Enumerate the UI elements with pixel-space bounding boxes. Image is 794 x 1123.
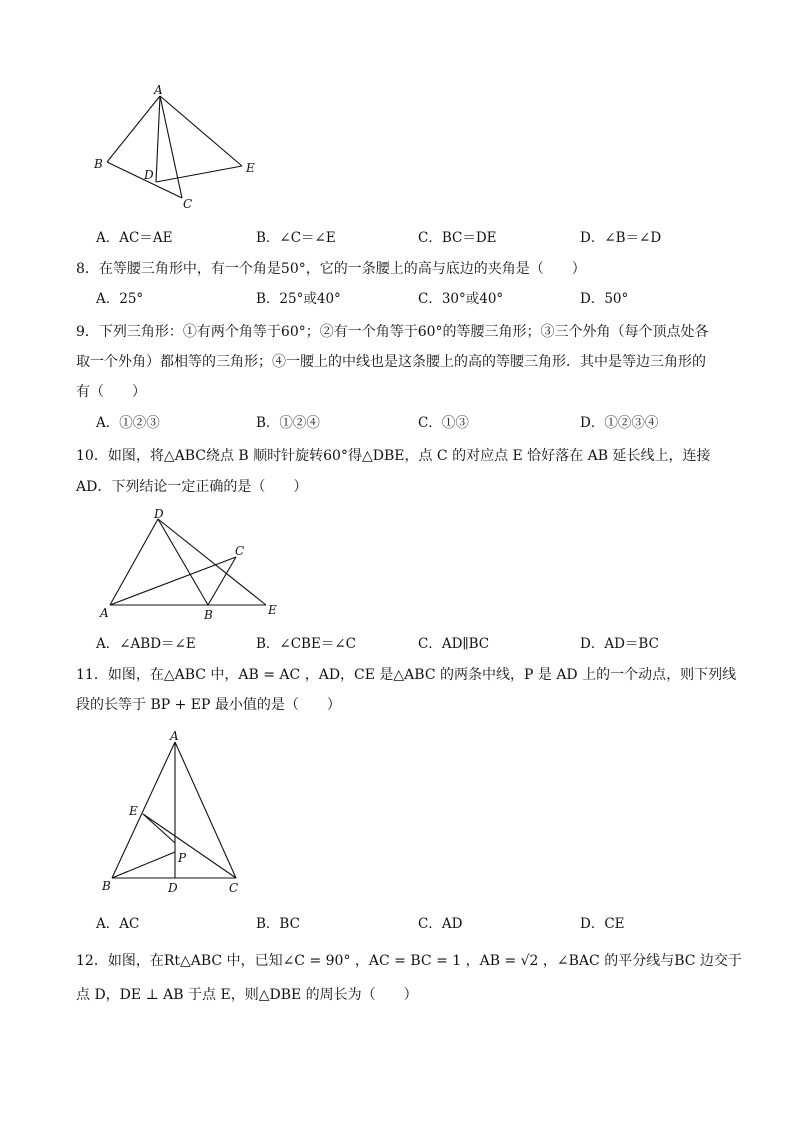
q8-question: 8．在等腰三角形中，有一个角是50°，它的一条腰上的高与底边的夹角是（ ） [76, 261, 586, 277]
q10-segment-de [158, 519, 266, 605]
q10-segment-bc [208, 557, 236, 605]
q7-option-c: C．BC＝DE [418, 230, 497, 246]
q8-option-b: B．25°或40° [256, 291, 341, 307]
q10-label-a: A [100, 606, 109, 620]
q9-question-line3: 有（ ） [76, 384, 146, 400]
q9-option-d: D．①②③④ [580, 415, 659, 431]
q11-segment-bp [112, 852, 175, 878]
q11-option-b: B．BC [256, 916, 300, 932]
q8-option-c: C．30°或40° [418, 291, 504, 307]
q10-segment-ad [110, 519, 158, 605]
q10-option-d: D．AD＝BC [580, 636, 659, 652]
q7-segment-ad [156, 96, 160, 182]
q9-question-line1: 9．下列三角形：①有两个角等于60°；②有一个角等于60°的等腰三角形；③三个外角（每个顶点处各 [76, 324, 709, 340]
q11-segment-ep [143, 814, 175, 843]
q10-figure [96, 504, 286, 626]
q11-figure [98, 730, 258, 900]
q7-segment-de [156, 166, 242, 182]
q10-label-e: E [268, 603, 277, 617]
q10-label-d: D [154, 507, 164, 521]
q11-label-b: B [102, 879, 111, 893]
q11-option-c: C．AD [418, 916, 463, 932]
q8-option-d: D．50° [580, 291, 629, 307]
q9-question-line2: 取一个外角）都相等的三角形；④一腰上的中线也是这条腰上的高的等腰三角形．其中是等边三角形的 [76, 354, 706, 370]
q11-label-a: A [170, 730, 179, 743]
q9-option-a: A．①②③ [96, 415, 160, 431]
q11-label-c: C [229, 881, 239, 895]
q8-option-a: A．25° [96, 291, 144, 307]
q9-option-b: B．①②④ [256, 415, 320, 431]
q10-label-c: C [235, 544, 245, 558]
q7-label-d: D [144, 168, 154, 182]
q7-label-b: B [94, 157, 103, 171]
q10-question-line1: 10．如图，将△ABC绕点 B 顺时针旋转60°得△DBE，点 C 的对应点 E 恰好落在 AB 延长线上，连接 [76, 448, 711, 464]
q7-option-d: D．∠B＝∠D [580, 230, 662, 246]
q7-figure [90, 82, 270, 212]
q7-label-a: A [154, 83, 163, 97]
q10-segment-db [158, 519, 208, 605]
q9-option-c: C．①③ [418, 415, 469, 431]
q10-label-b: B [204, 608, 213, 622]
q12-question-line2: 点 D，DE ⊥ AB 于点 E，则△DBE 的周长为（ ） [76, 987, 418, 1003]
q7-segment-ab [107, 96, 160, 162]
q12-question-line1: 12．如图，在Rt△ABC 中，已知∠C = 90° ，AC = BC = 1 ，AB = √2 ，∠BAC 的平分线与BC 边交于 [76, 953, 742, 969]
q11-label-e: E [129, 804, 138, 818]
q10-option-b: B．∠CBE＝∠C [256, 636, 356, 652]
q10-option-c: C．AD∥BC [418, 636, 490, 652]
q10-option-a: A．∠ABD＝∠E [96, 636, 196, 652]
q7-option-a: A．AC＝AE [96, 230, 173, 246]
q11-option-a: A．AC [96, 916, 140, 932]
q10-segment-ac [110, 557, 236, 605]
q7-label-e: E [246, 161, 255, 175]
q11-question-line1: 11．如图，在△ABC 中，AB = AC ，AD，CE 是△ABC 的两条中线，P 是 AD 上的一个动点，则下列线 [76, 667, 737, 683]
q11-label-p: P [178, 851, 187, 865]
q10-question-line2: AD．下列结论一定正确的是（ ） [76, 479, 308, 495]
q7-label-c: C [183, 197, 193, 211]
q7-option-b: B．∠C＝∠E [256, 230, 336, 246]
q11-question-line2: 段的长等于 BP + EP 最小值的是（ ） [76, 697, 341, 713]
q11-label-d: D [168, 881, 178, 895]
q11-option-d: D．CE [580, 916, 625, 932]
q11-segment-ab [112, 742, 175, 878]
